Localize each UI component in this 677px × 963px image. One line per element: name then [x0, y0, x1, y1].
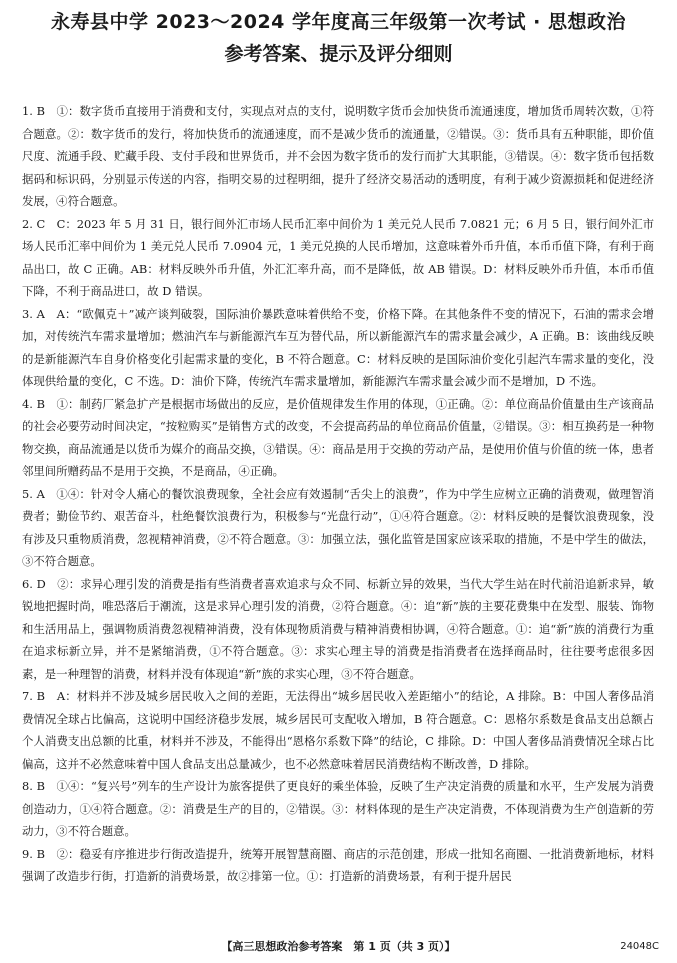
- answer-item-5: 5. A ①④：针对令人痛心的餐饮浪费现象，全社会应有效遏制“舌尖上的浪费”，作为中学生应树立正确的消费观，做理智消费者；勤俭节约、艰苦奋斗，杜绝餐饮浪费行为，积极参与“光盘行动”，①④符合题意。②：材料反映的是餐饮浪费现象，没有涉及只重物质消费，忽视精神消费，②不符合题意。③：加强立法，强化监管是国家应该采取的措施，不是中学生的做法，③不符合题意。: [22, 486, 654, 568]
- page-number-label: 【高三思想政治参考答案 第 1 页（共 3 页）】: [221, 940, 456, 953]
- answer-item-4: 4. B ①：制药厂紧急扩产是根据市场做出的反应，是价值规律发生作用的体现，①正确。②：单位商品价值量由生产该商品的社会必要劳动时间决定，“按粒购买”是销售方式的改变，不会提高药品的单位商品价值量，②错误。③：相互换药是一种物物交换，商品流通是以货币为媒介的商品交换，③错误。④：商品是用于交换的劳动产品，是使用价值与价值的统一体，患者邻里间所赠药品不是用于交换，不是商品，④正确。: [22, 396, 654, 478]
- answer-item-2: 2. C C：2023 年 5 月 31 日，银行间外汇市场人民币汇率中间价为 1 美元兑人民币 7.0821 元；6 月 5 日，银行间外汇市场人民币汇率中间价为 1 美元兑人民币 7.0904 元，1 美元兑换的人民币增加，这意味着外币升值，本币币值下降，有利于商品出口，故 C 正确。AB：材料反映外币升值，外汇汇率升高，而不是降低，故 AB 错误。D：材料反映外币升值，本币币值下降，不利于商品进口，故 D 错误。: [22, 216, 654, 298]
- answer-item-8: 8. B ①④：“复兴号”列车的生产设计为旅客提供了更良好的乘坐体验，反映了生产决定消费的质量和水平，生产发展为消费创造动力，①④符合题意。②：消费是生产的目的，②错误。③：材料体现的是生产决定消费，不体现消费为生产创造新的劳动力，③不符合题意。: [22, 779, 654, 838]
- answer-item-6: 6. D ②：求异心理引发的消费是指有些消费者喜欢追求与众不同、标新立异的效果，当代大学生站在时代前沿追新求异，敏锐地把握时尚，唯恐落后于潮流，这是求异心理引发的消费，②符合题意。④：追“新”族的主要花费集中在发型、服装、饰物和生活用品上，强调物质消费忽视精神消费，没有体现物质消费与精神消费相协调，④符合题意。①：追“新”族的消费行为重在追求标新立异，并不是紧缩消费，①不符合题意。③：求实心理主导的消费是指消费者在选择商品时，往往要考虑很多因素，是一种理智的消费，材料并没有体现追“新”族的求实心理，③不符合题意。: [22, 576, 654, 681]
- answer-item-7: 7. B A：材料并不涉及城乡居民收入之间的差距，无法得出“城乡居民收入差距缩小”的结论，A 排除。B：中国人奢侈品消费情况全球占比偏高，这说明中国经济稳步发展，城乡居民可支配收入增加，B 符合题意。C：恩格尔系数是食品支出总额占个人消费支出总额的比重，材料并不涉及，不能得出“恩格尔系数下降”的结论，C 排除。D：中国人奢侈品消费情况全球占比偏高，这并不必然意味着中国人食品支出总量减少，也不必然意味着居民消费结构不断改善，D 排除。: [22, 689, 654, 771]
- page-footer: [0, 937, 677, 957]
- document-title: 永寿县中学 2023～2024 学年度高三年级第一次考试 · 思想政治: [51, 11, 626, 33]
- answer-list: [22, 100, 654, 888]
- document-code: 24048C: [620, 941, 659, 952]
- answer-item-3: 3. A A：“欧佩克＋”减产谈判破裂，国际油价暴跌意味着供给不变，价格下降。在其他条件不变的情况下，石油的需求会增加，对传统汽车需求量增加；燃油汽车与新能源汽车互为替代品，所以新能源汽车的需求量会减少，A 正确。B：该曲线反映的是新能源汽车自身价格变化引起需求量的变化，B 不符合题意。C：材料反映的是国际油价变化引起汽车需求量的变化，没体现供给量的变化，C 不选。D：油价下降，传统汽车需求量增加，新能源汽车需求量会减少而不是增加，D 不选。: [22, 306, 654, 388]
- answer-item-9: 9. B ②：稳妥有序推进步行街改造提升，统筹开展智慧商圈、商店的示范创建，形成一批知名商圈、一批消费新地标，材料强调了改造步行街，打造新的消费场景，故②排第一位。①：打造新的消费场景，有利于提升居民: [22, 846, 654, 883]
- document-subtitle: 参考答案、提示及评分细则: [224, 43, 453, 65]
- answer-item-1: 1. B ①：数字货币直接用于消费和支付，实现点对点的支付，说明数字货币会加快货币流通速度，增加货币周转次数，①符合题意。②：数字货币的发行，将加快货币的流通速度，而不是减少货币的流通量，②错误。③：货币具有五种职能，即价值尺度、流通手段、贮藏手段、支付手段和世界货币，并不会因为数字货币的发行而扩大其职能，③错误。④：数字货币包括数据码和标识码，分别显示传送的内容，指明交易的过程明细，提升了经济交易活动的透明度，有利于减少资源损耗和促进经济发展，④符合题意。: [22, 104, 654, 208]
- page-header: [0, 8, 677, 68]
